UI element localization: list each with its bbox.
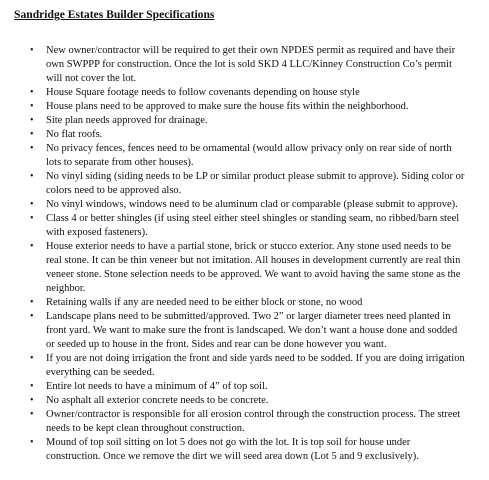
page-title: Sandridge Estates Builder Specifications bbox=[14, 8, 215, 21]
list-item bbox=[0, 380, 489, 394]
list-item-text: House Square footage needs to follow covenants depending on house style bbox=[46, 87, 360, 98]
list-item-text: Site plan needs approved for drainage. bbox=[46, 115, 208, 126]
list-item bbox=[0, 128, 489, 142]
bullet-icon: • bbox=[30, 297, 34, 308]
list-item bbox=[0, 394, 489, 408]
list-item bbox=[0, 352, 489, 380]
list-item-text: Owner/contractor is responsible for all erosion control through the construction process. The street needs to be kept clean throughout construction. bbox=[46, 409, 461, 434]
list-item-text: New owner/contractor will be required to get their own NPDES permit as required and have their own SWPPP for construction. Once the lot is sold SKD 4 LLC/Kinney Construction Co’s permit will not cover the lot. bbox=[46, 45, 456, 84]
list-item-text: No asphalt all exterior concrete needs to be concrete. bbox=[46, 395, 269, 406]
bullet-icon: • bbox=[30, 101, 34, 112]
list-item-text: If you are not doing irrigation the front and side yards need to be sodded. If you are doing irrigation everything can be seeded. bbox=[46, 353, 465, 378]
list-item-text: Mound of top soil sitting on lot 5 does not go with the lot. It is top soil for house under construction. Once we remove the dirt we will seed area down (Lot 5 and 9 exclusively). bbox=[46, 437, 419, 462]
list-item bbox=[0, 240, 489, 296]
bullet-icon: • bbox=[30, 311, 34, 322]
bullet-icon: • bbox=[30, 87, 34, 98]
bullet-icon: • bbox=[30, 437, 34, 448]
list-item-text: House exterior needs to have a partial stone, brick or stucco exterior. Any stone used needs to be real stone. It can be thin veneer but not imitation. All houses in development currently are real thin veneer stone. Stone selection needs to be approved. We want to avoid having the same stone as the neighbor. bbox=[46, 241, 461, 294]
list-item bbox=[0, 44, 489, 86]
list-item bbox=[0, 408, 489, 436]
list-item bbox=[0, 100, 489, 114]
specification-list bbox=[0, 44, 489, 464]
list-item bbox=[0, 114, 489, 128]
bullet-icon: • bbox=[30, 199, 34, 210]
list-item-text: No privacy fences, fences need to be ornamental (would allow privacy only on rear side of north lots to separate from other houses). bbox=[46, 143, 452, 168]
list-item bbox=[0, 170, 489, 198]
bullet-icon: • bbox=[30, 143, 34, 154]
list-item-text: Entire lot needs to have a minimum of 4” of top soil. bbox=[46, 381, 268, 392]
bullet-icon: • bbox=[30, 353, 34, 364]
list-item-text: Class 4 or better shingles (if using steel either steel shingles or standing seam, no ribbed/barn steel with exposed fasteners). bbox=[46, 213, 460, 238]
list-item bbox=[0, 436, 489, 464]
bullet-icon: • bbox=[30, 45, 34, 56]
bullet-icon: • bbox=[30, 395, 34, 406]
bullet-icon: • bbox=[30, 213, 34, 224]
bullet-icon: • bbox=[30, 409, 34, 420]
bullet-icon: • bbox=[30, 241, 34, 252]
list-item-text: No flat roofs. bbox=[46, 129, 103, 140]
list-item-text: No vinyl windows, windows need to be aluminum clad or comparable (please submit to approve). bbox=[46, 199, 458, 210]
list-item bbox=[0, 212, 489, 240]
bullet-icon: • bbox=[30, 129, 34, 140]
list-item bbox=[0, 142, 489, 170]
list-item-text: Retaining walls if any are needed need to be either block or stone, no wood bbox=[46, 297, 363, 308]
list-item bbox=[0, 310, 489, 352]
bullet-icon: • bbox=[30, 171, 34, 182]
bullet-icon: • bbox=[30, 381, 34, 392]
list-item-text: House plans need to be approved to make sure the house fits within the neighborhood. bbox=[46, 101, 409, 112]
bullet-icon: • bbox=[30, 115, 34, 126]
list-item-text: Landscape plans need to be submitted/approved. Two 2” or larger diameter trees need planted in front yard. We want to make sure the front is landscaped. We don’t want a house done and sodded or seeded up to house in the front. Sides and rear can be done however you want. bbox=[46, 311, 458, 350]
list-item-text: No vinyl siding (siding needs to be LP or similar product please submit to approve). Siding color or colors need to be approved also. bbox=[46, 171, 465, 196]
list-item bbox=[0, 296, 489, 310]
list-item bbox=[0, 198, 489, 212]
list-item bbox=[0, 86, 489, 100]
